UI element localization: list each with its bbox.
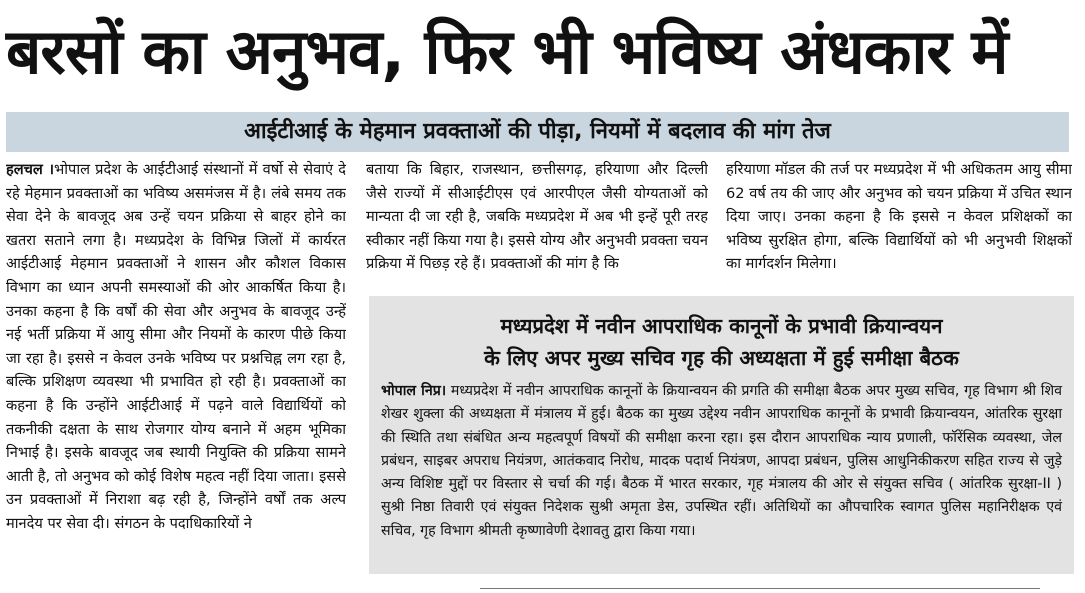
boxed-title-line-1: मध्यप्रदेश में नवीन आपराधिक कानूनों के प्रभावी क्रियान्वयन xyxy=(500,314,943,338)
article-column-3-text: हरियाणा मॉडल की तर्ज पर मध्यप्रदेश में भी अधिकतम आयु सीमा 62 वर्ष तय की जाए और अनुभव को चयन प्रक्रिया में उचित स्थान दिया जाए। उनका कहना है कि इससे न केवल प्रशिक्षकों का भविष्य सुरक्षित होगा, बल्कि विद्यार्थियों को भी अनुभवी शिक्षकों का मार्गदर्शन मिलेगा। xyxy=(726,161,1072,273)
boxed-article-text: मध्यप्रदेश में नवीन आपराधिक कानूनों के क्रियान्वयन की प्रगति की समीक्षा बैठक अपर मुख्य सचिव, गृह विभाग श्री शिव शेखर शुक्ला की अध्यक्षता में मंत्रालय में हुई। बैठक का मुख्य उद्देश्य नवीन आपराधिक कानूनों के प्रभावी क्रियान्वयन, आंतरिक सुरक्षा की स्थिति तथा संबंधित अन्य महत्वपूर्ण विषयों की समीक्षा करना रहा। इस दौरान आपराधिक न्याय प्रणाली, फॉरेंसिक व्यवस्था, जेल प्रबंधन, साइबर अपराध नियंत्रण, आतंकवाद निरोध, मादक पदार्थ नियंत्रण, आपदा प्रबंधन, पुलिस आधुनिकीकरण सहित राज्य से जुड़े अन्य विशिष्ट मुद्दों पर विस्तार से चर्चा की गई। बैठक में भारत सरकार, गृह मंत्रालय की ओर से संयुक्त सचिव ( आंतरिक सुरक्षा-II ) सुश्री निष्ठा तिवारी एवं संयुक्त निदेशक सुश्री अमृता डेस, उपस्थित रहीं। अतिथियों का औपचारिक स्वागत पुलिस महानिरीक्षक एवं सचिव, गृह विभाग श्रीमती कृष्णावेणी देशावतु द्वारा किया गया। xyxy=(381,383,1062,539)
boxed-article-title xyxy=(369,310,1074,374)
article-column-2 xyxy=(366,158,708,280)
article-column-1 xyxy=(6,158,346,588)
bottom-divider xyxy=(480,588,1040,589)
article-column-3 xyxy=(726,158,1072,280)
article-column-1-text: भोपाल प्रदेश के आईटीआई संस्थानों में वर्षो से सेवाएं दे रहे मेहमान प्रवक्ताओं का भविष्य असमंजस में है। लंबे समय तक सेवा देने के बावजूद अब उन्हें चयन प्रक्रिया से बाहर होने का खतरा सताने लगा है। मध्यप्रदेश के विभिन्न जिलों में कार्यरत आईटीआई मेहमान प्रवक्ताओं ने शासन और कौशल विकास विभाग का ध्यान अपनी समस्याओं की ओर आकर्षित किया है। उनका कहना है कि वर्षों की सेवा और अनुभव के बावजूद उन्हें नई भर्ती प्रक्रिया में आयु सीमा और नियमों के कारण पीछे किया जा रहा है। इससे न केवल उनके भविष्य पर प्रश्नचिह्न लग रहा है, बल्कि प्रशिक्षण व्यवस्था भी प्रभावित हो रही है। प्रवक्ताओं का कहना है कि उन्होंने आईटीआई में पढ़ने वाले विद्यार्थियों को तकनीकी दक्षता के साथ रोजगार योग्य बनाने में अहम भूमिका निभाई है। इसके बावजूद जब स्थायी नियुक्ति की प्रक्रिया सामने आती है, तो अनुभव को कोई विशेष महत्व नहीं दिया जाता। इससे उन प्रवक्ताओं में निराशा बढ़ रही है, जिन्होंने वर्षों तक अल्प मानदेय पर सेवा दी। संगठन के पदाधिकारियों ने xyxy=(6,161,346,532)
article-dateline: हलचल । xyxy=(6,161,54,178)
article-column-2-text: बताया कि बिहार, राजस्थान, छत्तीसगढ़, हरियाणा और दिल्ली जैसे राज्यों में सीआईटीएस एवं आरपीएल जैसी योग्यताओं को मान्यता दी जा रही है, जबकि मध्यप्रदेश में अब भी इन्हें पूरी तरह स्वीकार नहीं किया गया है। इससे योग्य और अनुभवी प्रवक्ता चयन प्रक्रिया में पिछड़ रहे हैं। प्रवक्ताओं की मांग है कि xyxy=(366,161,708,273)
boxed-article-body xyxy=(369,374,1074,543)
boxed-article-dateline: भोपाल निप्र। xyxy=(381,383,447,399)
sub-headline-bar: आईटीआई के मेहमान प्रवक्ताओं की पीड़ा, नियमों में बदलाव की मांग तेज xyxy=(6,112,1069,152)
main-headline: बरसों का अनुभव, फिर भी भविष्य अंधकार में xyxy=(6,15,1008,88)
boxed-title-line-2: के लिए अपर मुख्य सचिव गृह की अध्यक्षता में हुई समीक्षा बैठक xyxy=(484,346,959,370)
boxed-news-article xyxy=(369,296,1074,574)
